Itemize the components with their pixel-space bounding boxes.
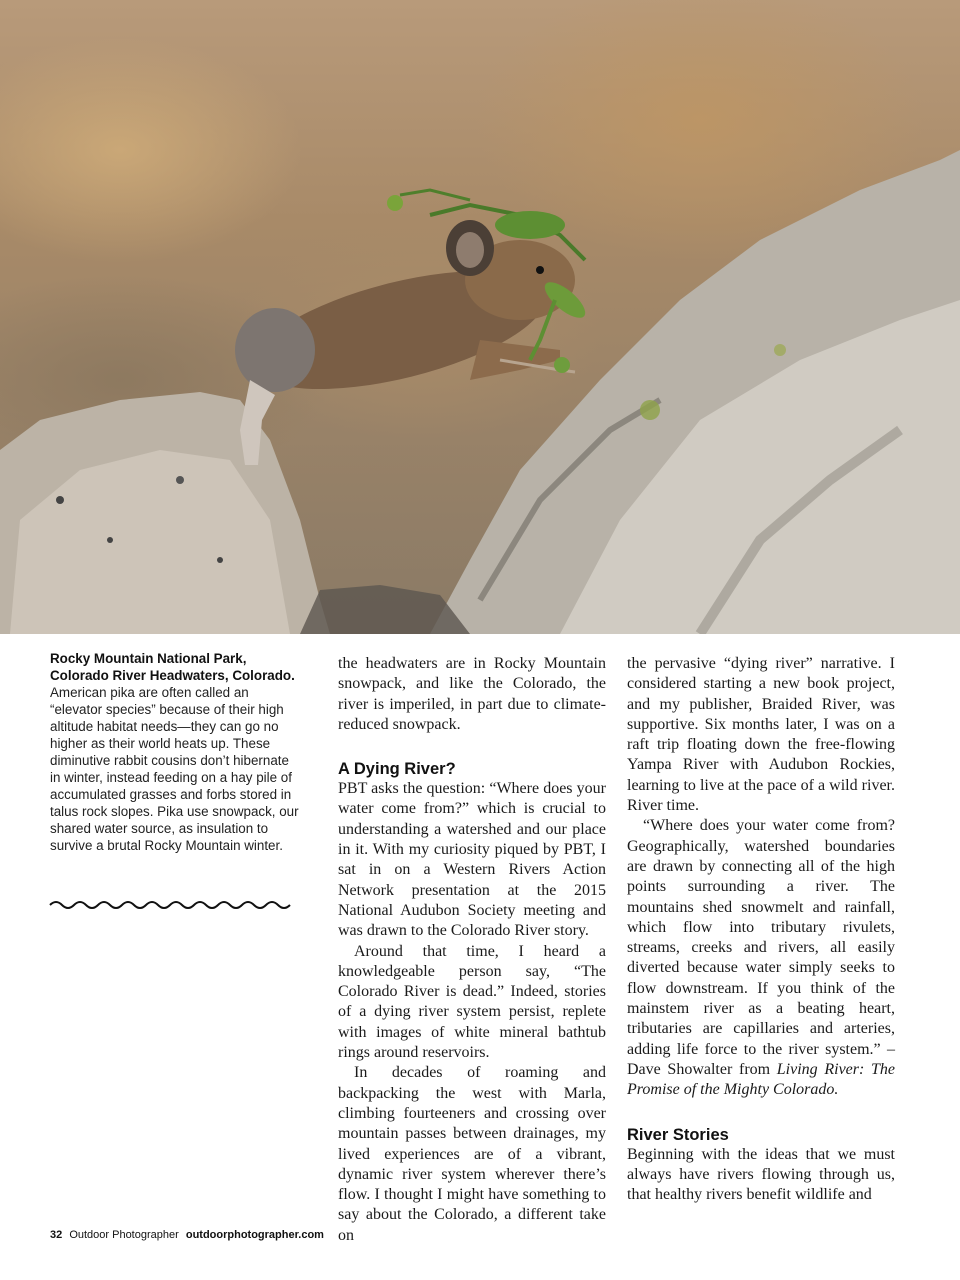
book-title: Living River: The Promise of the Mighty Colorado.	[627, 1060, 896, 1099]
caption-body: American pika are often called an “elevator species” because of their high altitude habitat needs—they can go no higher as their world heats up. These diminutive rabbit cousins don’t hibernate in winter, instead feeding on a hay pile of accumulated grasses and forbs stored in talus rock slopes. Pika use snowpack, our shared water source, as insulation to survive a brutal Rocky Mountain winter.	[50, 685, 299, 853]
hero-photo	[0, 0, 960, 634]
website-link[interactable]: outdoorphotographer.com	[185, 1229, 324, 1241]
pika-photo-illustration	[0, 0, 960, 634]
body-column-2	[338, 654, 606, 1246]
section-heading-dying-river: A Dying River?	[338, 760, 456, 779]
wave-divider	[48, 898, 298, 912]
caption-lead: Rocky Mountain National Park, Colorado River Headwaters, Colorado.	[50, 651, 295, 683]
paragraph: PBT asks the question: “Where does your water come from?” which is crucial to understanding a watershed and our place in it. With my curiosity piqued by PBT, I sat in on a Western Rivers Action Network presentation at the 2015 National Audubon Society meeting and was drawn to the Colorado River story.	[338, 780, 606, 940]
section-heading-river-stories: River Stories	[627, 1125, 729, 1144]
paragraph-intro: the headwaters are in Rocky Mountain snowpack, and like the Colorado, the river is imperiled, in part due to climate-reduced snowpack.	[338, 655, 606, 733]
quote-paragraph	[627, 816, 895, 1100]
paragraph: Around that time, I heard a knowledgeable person say, “The Colorado River is dead.” Indeed, stories of a dying river system persist, replete with images of white mineral bathtub rings around reservoirs.	[338, 942, 606, 1062]
page-number: 32	[50, 1229, 63, 1241]
page-footer	[50, 1229, 324, 1241]
body-column-3	[627, 654, 895, 1205]
paragraph: Beginning with the ideas that we must always have rivers flowing through us, that healthy rivers benefit wildlife and	[627, 1145, 895, 1204]
photo-caption	[50, 650, 300, 854]
quote-text: “Where does your water come from? Geographically, watershed boundaries are drawn by connecting all of the high points surrounding a river. The mountains shed snowmelt and rainfall, which flow into tributary rivulets, streams, creeks and rivers, all easily diverted because water simply seeks to flow downstream. If you think of the mainstem river as a beating heart, tributaries are capillaries and arteries, adding life force to the river system.” – Dave Showalter from	[627, 817, 895, 1078]
pika	[235, 190, 591, 465]
paragraph: In decades of roaming and backpacking the west with Marla, climbing fourteeners and crossing over mountain passes between drainages, my lived experiences are of a vibrant, dynamic river system wherever there’s flow. I thought I might have something to say about the Colorado, a different take on	[338, 1064, 606, 1244]
paragraph: the pervasive “dying river” narrative. I considered starting a new book project, and my publisher, Braided River, was supportive. Six months later, I was on a raft trip floating down the free-flowing Yampa River with Audubon Rockies, learning to live at the pace of a wild river. River time.	[627, 655, 895, 815]
magazine-name: Outdoor Photographer	[69, 1229, 179, 1241]
